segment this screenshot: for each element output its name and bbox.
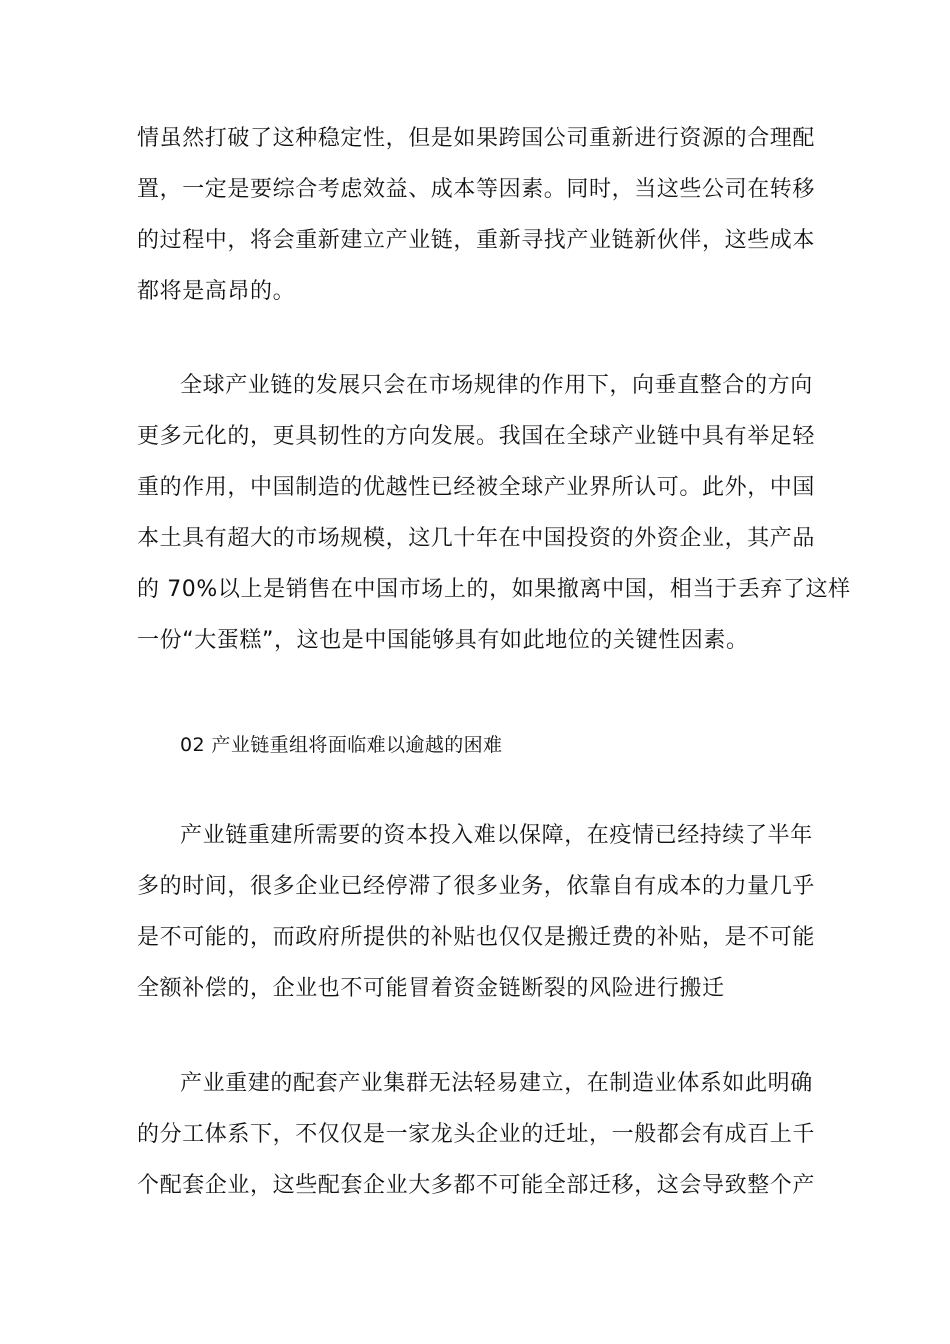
paragraph-2-line-1: 全球产业链的发展只会在市场规律的作用下，向垂直整合的方向 [180,373,813,398]
paragraph-2-line-3: 重的作用，中国制造的优越性已经被全球产业界所认可。此外，中国 [137,475,816,500]
paragraph-3-line-3: 是不可能的，而政府所提供的补贴也仅仅是搬迁费的补贴，是不可能 [137,925,816,950]
paragraph-4-line-2: 的分工体系下，不仅仅是一家龙头企业的迁址，一般都会有成百上千 [137,1122,816,1147]
section-heading: 02 产业链重组将面临难以逾越的困难 [180,734,503,756]
paragraph-1-line-3: 的过程中，将会重新建立产业链，重新寻找产业链新伙伴，这些成本 [137,228,816,253]
paragraph-1-line-1: 情虽然打破了这种稳定性，但是如果跨国公司重新进行资源的合理配 [137,126,816,151]
paragraph-3-line-2: 多的时间，很多企业已经停滞了很多业务，依靠自有成本的力量几乎 [137,874,816,899]
paragraph-2-line-5: 的 70%以上是销售在中国市场上的，如果撤离中国，相当于丢弃了这样 [137,577,851,602]
paragraph-4-line-1: 产业重建的配套产业集群无法轻易建立，在制造业体系如此明确 [180,1071,813,1096]
paragraph-2-line-6: 一份“大蛋糕”，这也是中国能够具有如此地位的关键性因素。 [137,628,749,653]
paragraph-1-line-2: 置，一定是要综合考虑效益、成本等因素。同时，当这些公司在转移 [137,177,816,202]
paragraph-2-line-4: 本土具有超大的市场规模，这几十年在中国投资的外资企业，其产品 [137,526,816,551]
paragraph-2-line-2: 更多元化的，更具韧性的方向发展。我国在全球产业链中具有举足轻 [137,424,816,449]
paragraph-4-line-3: 个配套企业，这些配套企业大多都不可能全部迁移，这会导致整个产 [137,1173,816,1198]
paragraph-3-line-4: 全额补偿的，企业也不可能冒着资金链断裂的风险进行搬迁 [137,976,725,1001]
paragraph-3-line-1: 产业链重建所需要的资本投入难以保障，在疫情已经持续了半年 [180,823,813,848]
paragraph-1-line-4: 都将是高昂的。 [137,279,296,304]
